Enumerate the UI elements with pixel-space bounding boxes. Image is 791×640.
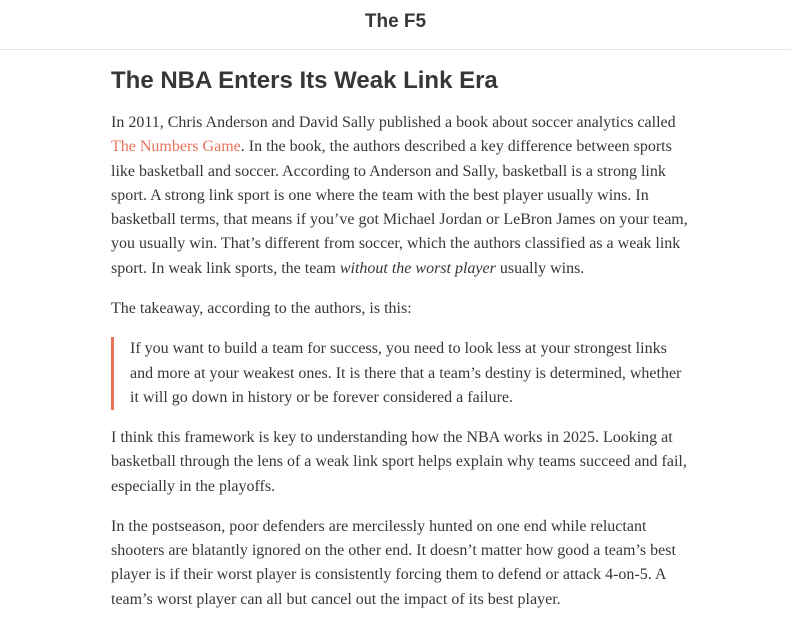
paragraph-postseason: In the postseason, poor defenders are mercilessly hunted on one end while reluctant shooters are blatantly ignored on the other end. It doesn’t matter how good a team’s best player is if their worst player is consistently forcing them to defend or attack 4-on-5. A team’s worst player can all but cancel out the impact of its best player. [111,517,676,608]
site-title[interactable]: The F5 [364,10,427,32]
quote-text: If you want to build a team for success, you need to look less at your strongest links and more at your weakest ones. It is there that a team’s destiny is determined, whether it will go down in history or be forever considered a failure. [130,340,682,406]
paragraph-intro-text-end: usually wins. [495,259,585,277]
site-header [0,0,791,50]
blockquote [111,337,693,410]
paragraph-intro [111,111,693,281]
post-article [111,60,693,628]
paragraph-framework: I think this framework is key to understanding how the NBA works in 2025. Looking at basketball through the lens of a weak link sport helps explain why teams succeed and fail, especially in the playoffs. [111,428,687,495]
paragraph-takeaway: The takeaway, according to the authors, is this: [111,300,412,318]
paragraph-intro-text-cont: . In the book, the authors described a key difference between sports like basketball and soccer. According to Anderson and Sally, basketball is a strong link sport. A strong link sport is one where the team with the best player usually wins. In basketball terms, that means if you’ve got Michael Jordan or LeBron James on your team, you usually win. That’s different from soccer, which the authors classified as a weak link sport. In weak link sports, the team [111,138,688,277]
post-title: The NBA Enters Its Weak Link Era [111,67,498,94]
numbers-game-link[interactable]: The Numbers Game [111,138,241,156]
paragraph-intro-text: In 2011, Chris Anderson and David Sally published a book about soccer analytics called [111,114,676,131]
emphasis-text: without the worst player [339,259,496,277]
